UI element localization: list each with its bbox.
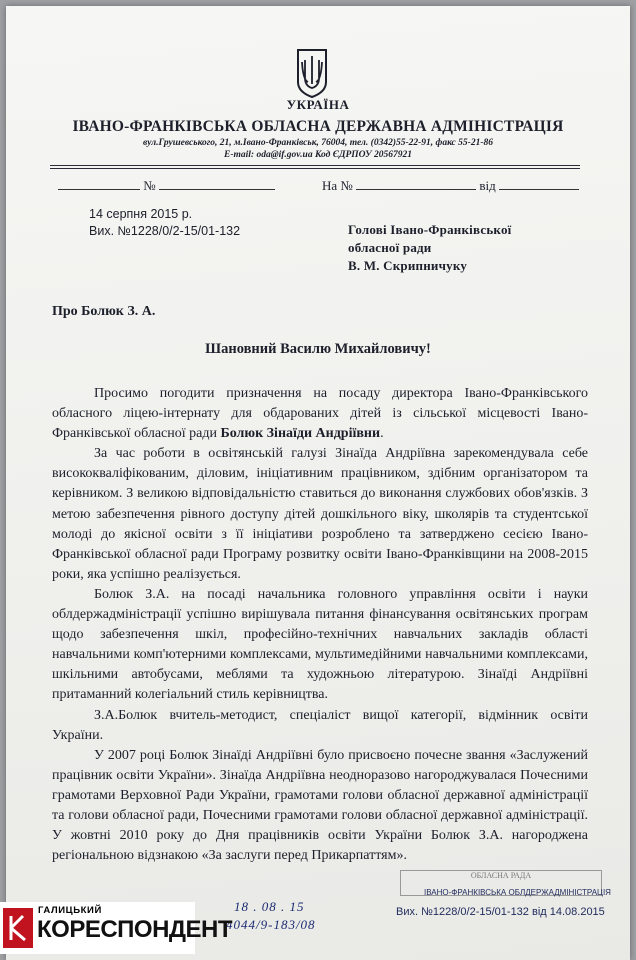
- letter-date: 14 серпня 2015 р.: [89, 207, 193, 221]
- logo-small-text: ГАЛИЦЬКИЙ: [38, 905, 102, 916]
- paragraph-5: У 2007 році Болюк Зінаїді Андріївні було присвоєно почесне звання «Заслужений працівник освіти України». Зінаїда Андріївна неодноразово нагороджувалася Почесними грамотами Верховної Ради України, грамотами голови обласної державної адміністрації та голови обласної ради, Почесними грамотами голови обласної державної адміністрації. У жовтні 2010 року до Дня працівників освіти України Болюк З.А. нагороджена регіональною відзнакою «За заслуги перед Прикарпаттям».: [52, 747, 588, 864]
- country-name: УКРАЇНА: [286, 97, 350, 112]
- email-code-line: E-mail: oda@if.gov.ua Код ЄДРПОУ 20567921: [224, 150, 412, 160]
- administration-name: ІВАНО-ФРАНКІВСЬКА ОБЛАСНА ДЕРЖАВНА АДМІНІСТРАЦІЯ: [72, 118, 564, 135]
- paragraph-1: Просимо погодити призначення на посаду директора Івано-Франківського обласного ліцею-інтернату для обдарованих дітей із сільської місцевості Івано-Франківської обласної ради Болюк Зінаїди Андріївни.: [52, 386, 588, 442]
- handwritten-date: 18 . 08 . 15: [234, 899, 305, 914]
- recipient-line-3: В. М. Скрипничуку: [348, 258, 468, 273]
- salutation: Шановний Василю Михайловичу!: [205, 341, 431, 357]
- letter-body: [52, 384, 588, 866]
- incoming-reference-field: На № від: [322, 178, 579, 194]
- faded-stamp: ОБЛАСНА РАДА: [400, 870, 602, 896]
- paragraph-4: З.А.Болюк вчитель-методист, спеціаліст вищої категорії, відмінник освіти України.: [52, 707, 588, 743]
- letter-subject: Про Болюк З. А.: [52, 304, 156, 319]
- trident-emblem-icon: [294, 48, 330, 98]
- header-rule-thin: [50, 168, 580, 169]
- recipient-line-2: обласної ради: [348, 240, 432, 255]
- watermark-logo: [0, 902, 233, 954]
- outgoing-number-field: №: [58, 178, 275, 194]
- recipient-line-1: Голові Івано-Франківської: [348, 222, 512, 237]
- logo-mark-icon: [3, 908, 33, 948]
- registry-stamp-reference: Вих. №1228/0/2-15/01-132 від 14.08.2015: [396, 906, 605, 918]
- address-line: вул.Грушевського, 21, м.Івано-Франківськ, 76004, тел. (0342)55-22-91, факс 55-21-86: [143, 138, 493, 148]
- logo-big-text: КОРЕСПОНДЕНТ: [37, 916, 233, 943]
- outgoing-reference: Вих. №1228/0/2-15/01-132: [89, 224, 241, 238]
- handwritten-number: 4044/9-183/08: [226, 917, 316, 932]
- registry-stamp-header: ІВАНО-ФРАНКІВСЬКА ОБЛДЕРЖАДМІНІСТРАЦІЯ: [424, 888, 611, 897]
- paragraph-2: За час роботи в освітянській галузі Зінаїда Андріївна зарекомендувала себе висококваліфікованим, діловим, ініціативним працівником, здібним організатором та керівником. З великою відповідальністю ставиться до виконання службових обов'язків. З метою забезпечення рівного доступу дітей дошкільного віку, школярів та студентської молоді до якісної освіти з її ініціативи розроблено та затверджено сесією Івано-Франківської обласної ради Програму розвитку освіти Івано-Франківщини на 2008-2015 роки, яка успішно реалізується.: [52, 446, 588, 582]
- paragraph-3: Болюк З.А. на посаді начальника головного управління освіти і науки облдержадміністрації успішно вирішувала питання фінансування освітянських програм щодо забезпечення шкіл, професійно-технічних навчальних закладів області навчальними комп'ютерними комплексами, мультимедійними навчальними комплексами, шкільними автобусами, меблями та художньою літературою. Зінаїді Андріївні притаманний колегіальний стиль керівництва.: [52, 586, 588, 703]
- header-rule: [50, 165, 580, 166]
